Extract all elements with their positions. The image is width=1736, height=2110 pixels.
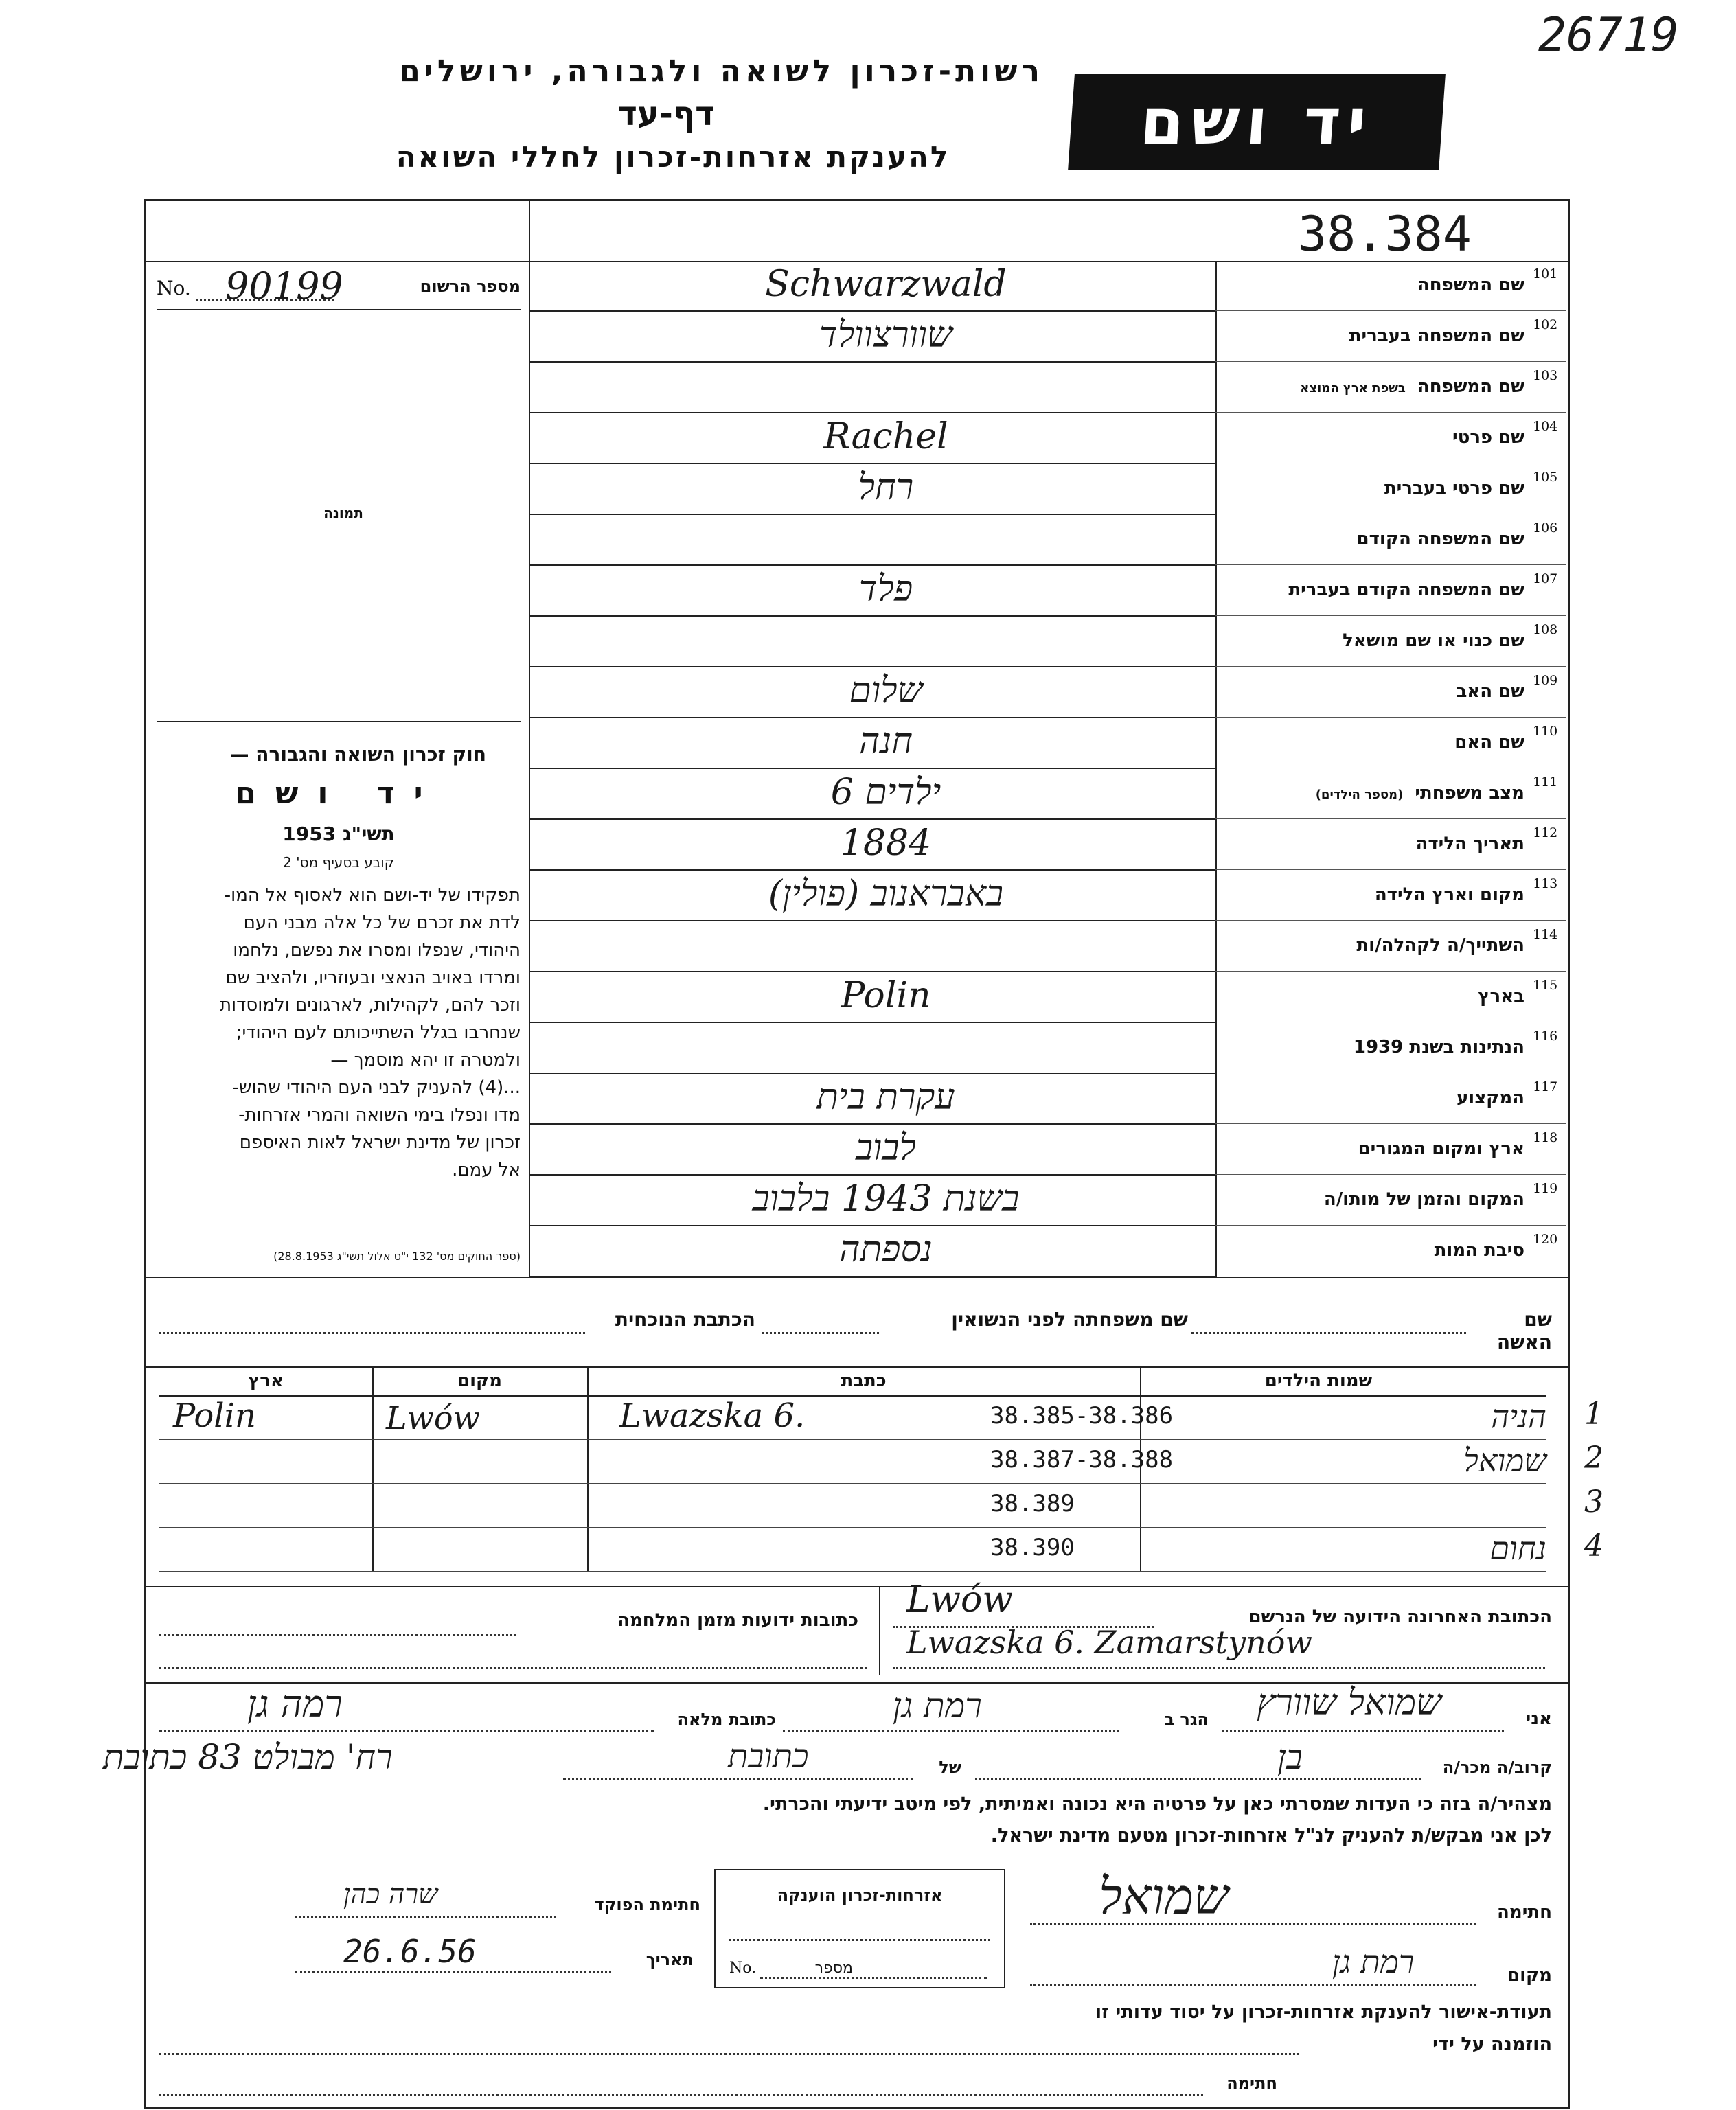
date-label: תאריך xyxy=(646,1950,694,1969)
declarant-i-label: אני xyxy=(1525,1708,1552,1729)
children-header-place: מקום xyxy=(457,1371,502,1391)
field-number: 104 xyxy=(1533,419,1558,434)
field-label-main: בארץ xyxy=(1478,986,1524,1007)
header-authority: רשות-זכרון לשואה ולגבורה, ירושלים xyxy=(399,54,1044,89)
field-label-main: מקום וארץ הלידה xyxy=(1374,884,1524,905)
child-record-numbers: 38.385-38.386 xyxy=(990,1402,1174,1430)
field-value: בשנת 1943 בלבוב xyxy=(752,1178,1020,1219)
field-label xyxy=(1222,1189,1524,1210)
wartime-addresses-label: כתובות ידועות מזמן המלחמה xyxy=(617,1610,858,1631)
field-number: 120 xyxy=(1533,1232,1558,1247)
field-label-main: הנתינות בשנת 1939 xyxy=(1353,1037,1524,1057)
field-label xyxy=(1222,681,1524,702)
certificate-line2: הוזמנה על ידי xyxy=(1432,2034,1552,2055)
declarant-address-label: כתובת מלאה xyxy=(677,1710,776,1729)
child-country: Polin xyxy=(173,1397,256,1435)
field-label-main: שם האם xyxy=(1454,732,1524,753)
field-value: חנה xyxy=(858,721,913,762)
field-label xyxy=(1222,935,1524,956)
officer-signature: שרה כהן xyxy=(343,1879,438,1910)
certificate-signature-label: חתימה xyxy=(1226,2074,1277,2093)
field-label-main: שם פרטי xyxy=(1452,427,1524,448)
field-label xyxy=(1222,1088,1524,1108)
declarant-resides-label: הגר ב xyxy=(1164,1710,1209,1729)
law-body-line: ומרדו באויב הנאצי ובעוזריו, ולהציב שם xyxy=(225,967,521,988)
child-name: הניה xyxy=(1491,1398,1546,1435)
law-title: חוק זכרון השואה והגבורה — xyxy=(229,743,486,766)
citizenship-granted-box xyxy=(714,1869,1005,1988)
of-value: כתובת xyxy=(728,1737,809,1776)
field-row-104 xyxy=(529,413,1566,464)
request-text: לכן אני מבקש/ת להעניק לנ"ל אזרחות-זכרון מטעם מדינת ישראל. xyxy=(990,1825,1552,1846)
field-row-112 xyxy=(529,820,1566,871)
field-value: עקרת בית xyxy=(816,1077,955,1118)
field-label xyxy=(1222,529,1524,549)
yad-vashem-logo xyxy=(1068,74,1446,170)
photo-label: תמונה xyxy=(323,505,363,521)
registration-label: מספר הרשום xyxy=(420,277,521,296)
law-body-line: וזכר להם, לקהילות, לארגונים ולמוסדות xyxy=(219,995,521,1016)
officer-signature-label: חתימת הפוקד xyxy=(594,1895,700,1914)
field-label-main: שם המשפחה הקודם xyxy=(1356,529,1524,549)
field-row-114 xyxy=(529,921,1566,972)
last-address-label: הכתובת האחרונה הידועה של הנרשם xyxy=(1248,1607,1552,1627)
field-label xyxy=(1222,1138,1524,1159)
place-label: מקום xyxy=(1507,1965,1552,1986)
field-number: 106 xyxy=(1533,520,1558,536)
relation-label: קרוב/ה מכר/ה xyxy=(1442,1758,1552,1777)
field-label-main: שם המשפחה xyxy=(1417,275,1524,295)
field-row-115 xyxy=(529,972,1566,1023)
field-row-107 xyxy=(529,566,1566,617)
child-record-numbers: 38.390 xyxy=(990,1534,1075,1561)
declarant-address-value: רמה גן xyxy=(247,1682,343,1725)
archive-number: 26719 xyxy=(1538,8,1679,62)
field-label xyxy=(1222,427,1524,448)
field-row-101 xyxy=(529,261,1566,312)
law-body-line: שנחרבו בגלל השתייכותם לעם היהודי; xyxy=(236,1022,521,1043)
field-label-main: השתייך/ה לקהלה/ות xyxy=(1356,935,1524,956)
declarant-resides-value: רמת גן xyxy=(893,1686,982,1725)
field-value: 6 ילדים xyxy=(830,772,941,813)
registration-box xyxy=(157,264,521,308)
field-value: נספתה xyxy=(839,1229,933,1270)
field-row-102 xyxy=(529,312,1566,363)
field-label-main: שם האב xyxy=(1456,681,1524,702)
field-label xyxy=(1222,884,1524,905)
law-footnote: (ספר החוקים מס' 132 י"ט אלול תשי"ג 28.8.1953) xyxy=(273,1250,521,1263)
field-number: 103 xyxy=(1533,368,1558,383)
law-year: תשי"ג 1953 xyxy=(282,823,395,845)
child-record-numbers: 38.389 xyxy=(990,1490,1075,1517)
child-name: נחום xyxy=(1489,1530,1546,1567)
declarant-signature: שמואל xyxy=(1099,1868,1229,1925)
field-label-main: תאריך הלידה xyxy=(1415,834,1524,854)
header-subtitle: להענקת אזרחות-זכרון לחללי השואה xyxy=(396,140,950,174)
field-row-111 xyxy=(529,769,1566,820)
field-label-main: שם פרטי בעברית xyxy=(1384,478,1524,498)
field-number: 101 xyxy=(1533,266,1558,282)
wife-label: שם האשה xyxy=(1496,1308,1552,1353)
field-value: שלום xyxy=(849,670,923,711)
field-label-main: שם המשפחה הקודם בעברית xyxy=(1288,580,1524,600)
field-label xyxy=(1222,834,1524,854)
signature-label: חתימה xyxy=(1497,1902,1552,1923)
field-row-120 xyxy=(529,1226,1566,1277)
field-row-103 xyxy=(529,363,1566,413)
declarant-name: שמואל שוורץ xyxy=(1257,1682,1442,1723)
law-body-line: לדת את זכרם של כל אלה מבני העם xyxy=(243,913,521,933)
children-header-names: שמות הילדים xyxy=(1264,1371,1373,1391)
law-body-line: ולמטרה זו יהא מוסמך — xyxy=(330,1050,521,1070)
field-row-116 xyxy=(529,1023,1566,1074)
field-value: באבראנוב (פולין) xyxy=(768,873,1004,915)
date-value: 26.6.56 xyxy=(343,1933,477,1970)
field-value: 1884 xyxy=(840,823,932,864)
child-index: 2 xyxy=(1584,1441,1603,1476)
field-row-113 xyxy=(529,871,1566,921)
law-section: קובע בסעיף מס' 2 xyxy=(283,854,394,871)
field-row-106 xyxy=(529,515,1566,566)
child-index: 3 xyxy=(1584,1484,1603,1520)
field-label xyxy=(1222,630,1524,651)
law-body-line: היהודי, שנפלו ומסרו את נפשם, נלחמו xyxy=(233,940,521,961)
field-label xyxy=(1222,783,1524,803)
field-label-note: בשפת ארץ המוצא xyxy=(1300,381,1406,395)
field-label-main: שם המשפחה בעברית xyxy=(1349,325,1524,346)
child-place: Lwów xyxy=(386,1399,480,1436)
citizenship-granted-title: אזרחות-זכרון הוענקה xyxy=(777,1885,943,1905)
child-index: 4 xyxy=(1584,1528,1603,1563)
field-label xyxy=(1222,325,1524,346)
wife-address-label: הכתבת הנוכחית xyxy=(615,1308,755,1331)
field-number: 108 xyxy=(1533,622,1558,637)
field-value: שוורצוולד xyxy=(819,314,952,356)
child-row xyxy=(159,1484,1601,1528)
law-body-line: ...(4) להעניק לבני העם היהודי שהוש- xyxy=(232,1077,521,1098)
field-label-main: המקום והזמן של מותו/ה xyxy=(1323,1189,1524,1210)
field-label xyxy=(1222,732,1524,753)
field-label-main: שם כנוי או שם מושאל xyxy=(1343,630,1524,651)
child-row xyxy=(159,1441,1601,1484)
law-body-line: מדו ונפלו בימי השואה והמרי אזרחות- xyxy=(238,1105,521,1125)
relation-value: בן xyxy=(1277,1737,1303,1777)
field-row-108 xyxy=(529,617,1566,667)
law-body-line: זכרון של מדינת ישראל לאות האיספם xyxy=(239,1132,521,1153)
field-number: 111 xyxy=(1533,775,1558,790)
wife-maiden-label: שם משפחתה לפני הנשואין xyxy=(951,1308,1188,1331)
certificate-line1: תעודת-אישור להענקת אזרחות-זכרון על יסוד עדותי זו xyxy=(1095,2002,1552,2023)
registration-number: 90199 xyxy=(225,264,343,308)
header-title: דף-עד xyxy=(617,95,715,133)
field-row-110 xyxy=(529,718,1566,769)
children-header-address: כתבת xyxy=(841,1371,887,1391)
child-row xyxy=(159,1397,1601,1441)
field-label xyxy=(1222,1240,1524,1261)
field-number: 110 xyxy=(1533,724,1558,739)
field-label xyxy=(1222,478,1524,498)
law-body xyxy=(157,882,521,1184)
field-number: 102 xyxy=(1533,317,1558,332)
declaration-text: מצהיר/ה בזה כי העדות שמסרתי כאן על פרטיה היא נכונה ואמיתית, לפי מיטב ידיעתי והכרתי. xyxy=(762,1793,1552,1815)
field-number: 119 xyxy=(1533,1181,1558,1196)
child-name: שמואל xyxy=(1463,1442,1546,1479)
declarant-address2-value: רח' מבולט 83 כתובת xyxy=(103,1737,393,1777)
registration-no-prefix: No. xyxy=(157,277,191,299)
field-value: Polin xyxy=(841,975,931,1016)
children-header-country: ארץ xyxy=(248,1371,284,1391)
top-stamp-number: 38.384 xyxy=(1298,206,1472,262)
place-value: רמת גן xyxy=(1332,1943,1415,1980)
citizenship-number-label: מספר xyxy=(814,1960,853,1977)
field-number: 107 xyxy=(1533,571,1558,586)
field-number: 116 xyxy=(1533,1029,1558,1044)
field-label-main: מצב משפחתי xyxy=(1415,783,1524,803)
field-number: 114 xyxy=(1533,927,1558,942)
child-record-numbers: 38.387-38.388 xyxy=(990,1446,1174,1473)
field-label xyxy=(1222,376,1524,397)
field-label-note: (מספר הילדים) xyxy=(1315,788,1404,802)
last-address-value1: Lwów xyxy=(906,1579,1013,1620)
field-number: 117 xyxy=(1533,1079,1558,1094)
child-index: 1 xyxy=(1584,1397,1603,1432)
child-row xyxy=(159,1528,1601,1572)
field-row-105 xyxy=(529,464,1566,515)
field-label-main: סיבת המות xyxy=(1434,1240,1524,1261)
field-value: רחל xyxy=(858,467,914,508)
field-row-109 xyxy=(529,667,1566,718)
field-value: Rachel xyxy=(823,416,948,457)
field-label-main: שם המשפחה xyxy=(1417,376,1524,397)
logo-text: יד ושם xyxy=(1137,85,1376,159)
field-row-118 xyxy=(529,1125,1566,1176)
field-number: 109 xyxy=(1533,673,1558,688)
child-address: Lwazska 6. xyxy=(619,1397,806,1435)
field-row-117 xyxy=(529,1074,1566,1125)
law-body-line: תפקידו של יד-ושם הוא לאסוף אל המו- xyxy=(224,885,521,906)
field-number: 112 xyxy=(1533,825,1558,840)
field-number: 105 xyxy=(1533,470,1558,485)
field-number: 118 xyxy=(1533,1130,1558,1145)
field-label xyxy=(1222,1037,1524,1057)
citizenship-no-prefix: No. xyxy=(729,1960,757,1977)
law-body-line: אל עמם. xyxy=(452,1160,521,1180)
law-name: יד ושם xyxy=(235,776,442,811)
field-value: לבוב xyxy=(856,1127,916,1169)
field-row-119 xyxy=(529,1176,1566,1226)
field-number: 115 xyxy=(1533,978,1558,993)
field-label xyxy=(1222,986,1524,1007)
field-label xyxy=(1222,580,1524,600)
field-number: 113 xyxy=(1533,876,1558,891)
last-address-value2: Lwazska 6. Zamarstynów xyxy=(906,1624,1312,1661)
field-value: פלד xyxy=(858,569,913,610)
field-value: Schwarzwald xyxy=(765,264,1007,305)
field-label xyxy=(1222,275,1524,295)
field-label-main: המקצוע xyxy=(1456,1088,1524,1108)
field-label-main: ארץ ומקום המגורים xyxy=(1358,1138,1524,1159)
of-label: של xyxy=(939,1758,961,1777)
